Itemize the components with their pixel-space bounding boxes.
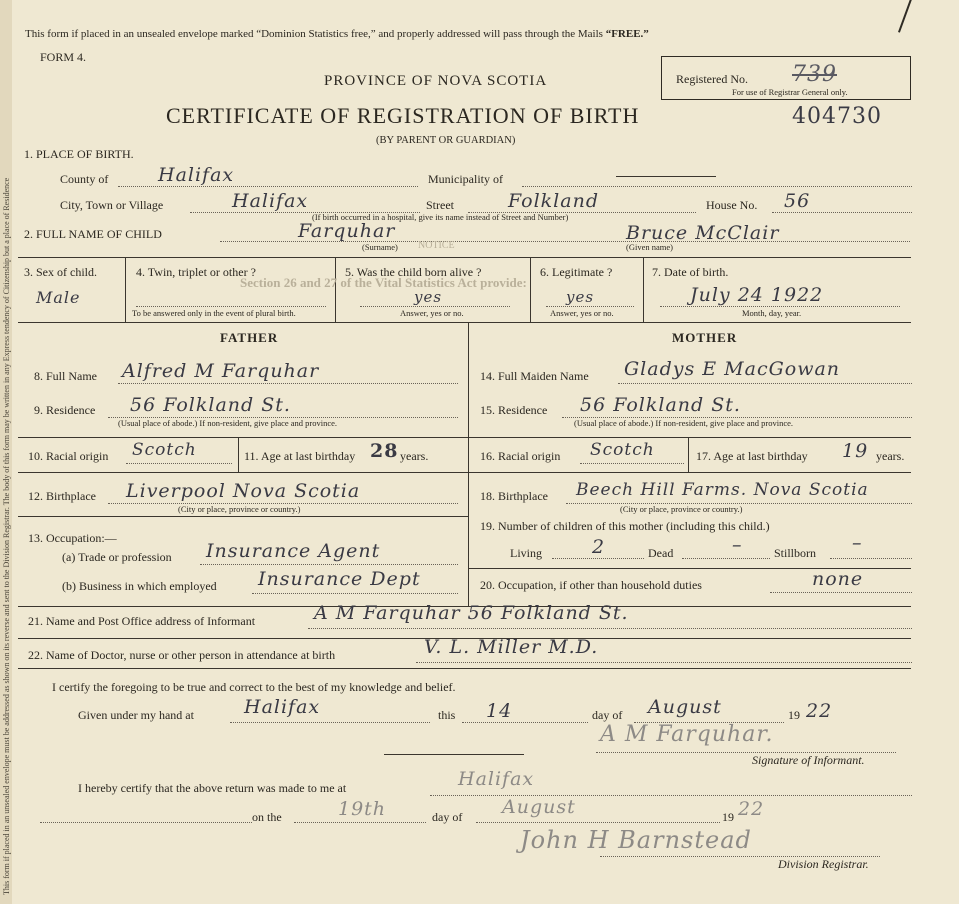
father-residence-label: 9. Residence <box>34 403 96 417</box>
father-racial-label: 10. Racial origin <box>28 449 109 463</box>
legitimate-value: yes <box>566 288 595 306</box>
legitimate-label: 6. Legitimate ? <box>540 265 613 279</box>
informant-signature-caption: Signature of Informant. <box>752 753 865 767</box>
born-alive-value: yes <box>414 288 443 306</box>
plural-birth-note: To be answered only in the event of plural birth. <box>132 308 296 318</box>
stillborn-value: – <box>852 532 863 554</box>
corner-pen-stroke <box>898 0 914 33</box>
hospital-note: (If birth occurred in a hospital, give its name instead of Street and Number) <box>312 212 569 222</box>
mother-birthplace-label: 18. Birthplace <box>480 489 548 503</box>
certify-text: I certify the foregoing to be true and correct to the best of my knowledge and belief. <box>52 680 456 694</box>
mother-years-label: years. <box>876 449 905 463</box>
registered-label: Registered No. <box>676 72 748 86</box>
mother-residence-label: 15. Residence <box>480 403 548 417</box>
mother-racial-label: 16. Racial origin <box>480 449 561 463</box>
registrar-place-value: Halifax <box>458 768 535 790</box>
house-number-label: House No. <box>706 198 758 212</box>
legitimate-note: Answer, yes or no. <box>550 308 614 318</box>
father-occupation-label: 13. Occupation:— <box>28 531 117 545</box>
mother-occupation-label: 20. Occupation, if other than household duties <box>480 578 702 592</box>
stamp-number: 404730 <box>792 104 882 129</box>
date-of-birth-value: July 24 1922 <box>690 284 824 306</box>
living-value: 2 <box>592 536 606 558</box>
registrar-on-label: on the <box>252 810 282 824</box>
stillborn-label: Stillborn <box>774 546 817 560</box>
born-alive-label: 5. Was the child born alive ? <box>345 265 482 279</box>
street-value: Folkland <box>508 190 599 212</box>
given-place-value: Halifax <box>244 696 321 718</box>
father-heading: FATHER <box>220 330 279 345</box>
father-birthplace-value: Liverpool Nova Scotia <box>126 480 361 502</box>
mother-residence-value: 56 Folkland St. <box>580 394 741 416</box>
father-age-value: 28 <box>370 440 399 462</box>
father-residence-note: (Usual place of abode.) If non-resident, give place and province. <box>118 418 338 428</box>
father-birthplace-note: (City or place, province or country.) <box>178 504 301 514</box>
father-racial-value: Scotch <box>132 440 197 460</box>
registrar-year-value: 22 <box>738 798 765 820</box>
father-age-label: 11. Age at last birthday <box>244 449 356 463</box>
father-business-value: Insurance Dept <box>258 568 421 590</box>
living-label: Living <box>510 546 542 560</box>
mother-children-label: 19. Number of children of this mother (including this child.) <box>480 519 770 533</box>
province-heading: PROVINCE OF NOVA SCOTIA <box>324 73 548 89</box>
father-residence-value: 56 Folkland St. <box>130 394 291 416</box>
county-label: County of <box>60 172 109 186</box>
attendant-value: V. L. Miller M.D. <box>424 636 599 658</box>
form-number: FORM 4. <box>40 50 87 64</box>
registered-value: 739 <box>792 62 837 87</box>
notice-line-faint: Section 26 and 27 of the Vital Statistics Act provide: <box>240 275 527 290</box>
father-trade-label: (a) Trade or profession <box>62 550 172 564</box>
municipality-label: Municipality of <box>428 172 503 186</box>
registrar-signature: John H Barnstead <box>520 826 752 854</box>
city-value: Halifax <box>232 190 309 212</box>
notice-heading-faint: NOTICE <box>418 240 455 251</box>
mother-heading: MOTHER <box>672 330 738 345</box>
dead-label: Dead <box>648 546 674 560</box>
certificate-title: CERTIFICATE OF REGISTRATION OF BIRTH <box>166 103 640 128</box>
mother-birthplace-value: Beech Hill Farms. Nova Scotia <box>576 480 869 500</box>
father-business-label: (b) Business in which employed <box>62 579 217 593</box>
certify-day-value: 14 <box>486 700 513 722</box>
certificate-subtitle: (BY PARENT OR GUARDIAN) <box>376 135 516 146</box>
plural-birth-label: 4. Twin, triplet or other ? <box>136 265 256 279</box>
city-label: City, Town or Village <box>60 198 164 212</box>
mother-residence-note: (Usual place of abode.) If non-resident, give place and province. <box>574 418 794 428</box>
informant-signature: A M Farquhar. <box>600 722 774 747</box>
registrar-month-value: August <box>502 796 576 818</box>
informant-value: A M Farquhar 56 Folkland St. <box>314 602 629 624</box>
mother-age-label: 17. Age at last birthday <box>696 449 808 463</box>
certify-day-of-label: day of <box>592 708 623 722</box>
date-of-birth-note: Month, day, year. <box>742 308 802 318</box>
surname-caption: (Surname) <box>362 242 398 252</box>
certify-month-value: August <box>648 696 722 718</box>
mother-occupation-value: none <box>812 568 864 590</box>
child-given-name-value: Bruce McClair <box>626 222 780 244</box>
mother-racial-value: Scotch <box>590 440 655 460</box>
given-under-label: Given under my hand at <box>78 708 194 722</box>
registrar-caption: Division Registrar. <box>778 857 869 871</box>
county-value: Halifax <box>158 164 235 186</box>
father-years-label: years. <box>400 449 429 463</box>
sex-label: 3. Sex of child. <box>24 265 97 279</box>
born-alive-note: Answer, yes or no. <box>400 308 464 318</box>
certify-year-prefix: 19 <box>788 708 800 722</box>
registered-note: For use of Registrar General only. <box>732 87 848 97</box>
informant-label: 21. Name and Post Office address of Informant <box>28 614 256 628</box>
child-surname-value: Farquhar <box>298 220 396 242</box>
child-name-label: 2. FULL NAME OF CHILD <box>24 227 162 241</box>
father-name-value: Alfred M Farquhar <box>122 360 320 382</box>
margin-note: This form if placed in an unsealed envelope must be addressed as shown on its reverse and sent to the Division Registrar. The body of this form may be written in any Express tendency of Citizenship but a place of Residence <box>2 177 11 895</box>
mother-name-label: 14. Full Maiden Name <box>480 369 589 383</box>
sex-value: Male <box>36 288 81 307</box>
dead-value: – <box>732 534 743 556</box>
date-of-birth-label: 7. Date of birth. <box>652 265 729 279</box>
given-name-caption: (Given name) <box>626 242 673 252</box>
mother-birthplace-note: (City or place, province or country.) <box>620 504 743 514</box>
certify-year-value: 22 <box>806 700 833 722</box>
attendant-label: 22. Name of Doctor, nurse or other person in attendance at birth <box>28 648 336 662</box>
father-trade-value: Insurance Agent <box>206 540 381 562</box>
registrar-certify-text: I hereby certify that the above return was made to me at <box>78 781 347 795</box>
house-number-value: 56 <box>784 190 811 212</box>
mail-notice: This form if placed in an unsealed envelope marked “Dominion Statistics free,” and properly addressed will pass through the Mails “FREE.” <box>25 28 649 40</box>
mother-age-value: 19 <box>842 440 869 462</box>
street-label: Street <box>426 198 454 212</box>
father-birthplace-label: 12. Birthplace <box>28 489 96 503</box>
place-of-birth-label: 1. PLACE OF BIRTH. <box>24 147 134 161</box>
registrar-year-prefix: 19 <box>722 810 734 824</box>
registrar-day-value: 19th <box>338 798 387 820</box>
this-label: this <box>438 708 456 722</box>
mother-name-value: Gladys E MacGowan <box>624 358 841 380</box>
father-name-label: 8. Full Name <box>34 369 97 383</box>
registrar-day-of-label: day of <box>432 810 463 824</box>
